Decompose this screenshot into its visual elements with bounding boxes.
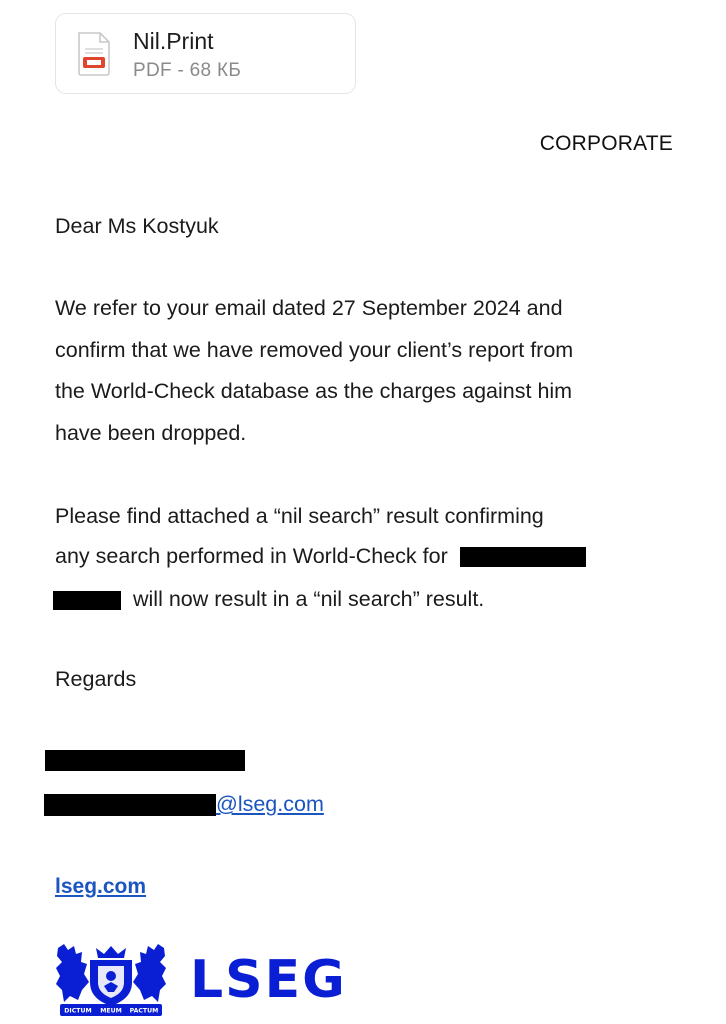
paragraph2-line: Please find attached a “nil search” result confirming <box>55 504 544 528</box>
attachment-meta: PDF - 68 КБ <box>133 60 242 81</box>
lseg-crest-icon <box>54 942 168 1017</box>
website-line <box>55 874 146 899</box>
closing: Regards <box>55 667 137 691</box>
greeting: Dear Ms Kostyuk <box>55 214 219 238</box>
website-link[interactable]: lseg.com <box>55 875 147 898</box>
redacted-email-user <box>44 794 216 816</box>
paragraph2-line <box>55 587 484 612</box>
paragraph1-line: have been dropped. <box>55 421 247 445</box>
signature-email-link[interactable]: @lseg.com <box>216 792 324 816</box>
paragraph1-line: the World-Check database as the charges against him <box>55 379 573 403</box>
redacted-signature-name <box>45 750 245 771</box>
lseg-wordmark: LSEG <box>190 950 347 1010</box>
motto-word: MEUM <box>100 1007 122 1015</box>
attachment-name: Nil.Print <box>133 28 214 54</box>
pdf-file-icon <box>76 32 112 76</box>
attachment-card[interactable] <box>55 13 356 94</box>
redacted-name <box>460 547 586 567</box>
redacted-name <box>53 591 121 610</box>
motto-word: PACTUM <box>129 1007 159 1015</box>
header-tag: CORPORATE <box>539 132 673 155</box>
paragraph2-text: any search performed in World-Check for <box>55 544 448 568</box>
paragraph1-line: confirm that we have removed your client’s report from <box>55 338 574 362</box>
motto-word: DICTUM <box>64 1007 92 1015</box>
paragraph1-line: We refer to your email dated 27 September 2024 and <box>55 296 563 320</box>
paragraph2-line <box>55 544 586 569</box>
paragraph2-text: will now result in a “nil search” result. <box>132 587 485 611</box>
signature-email-line <box>44 792 324 817</box>
